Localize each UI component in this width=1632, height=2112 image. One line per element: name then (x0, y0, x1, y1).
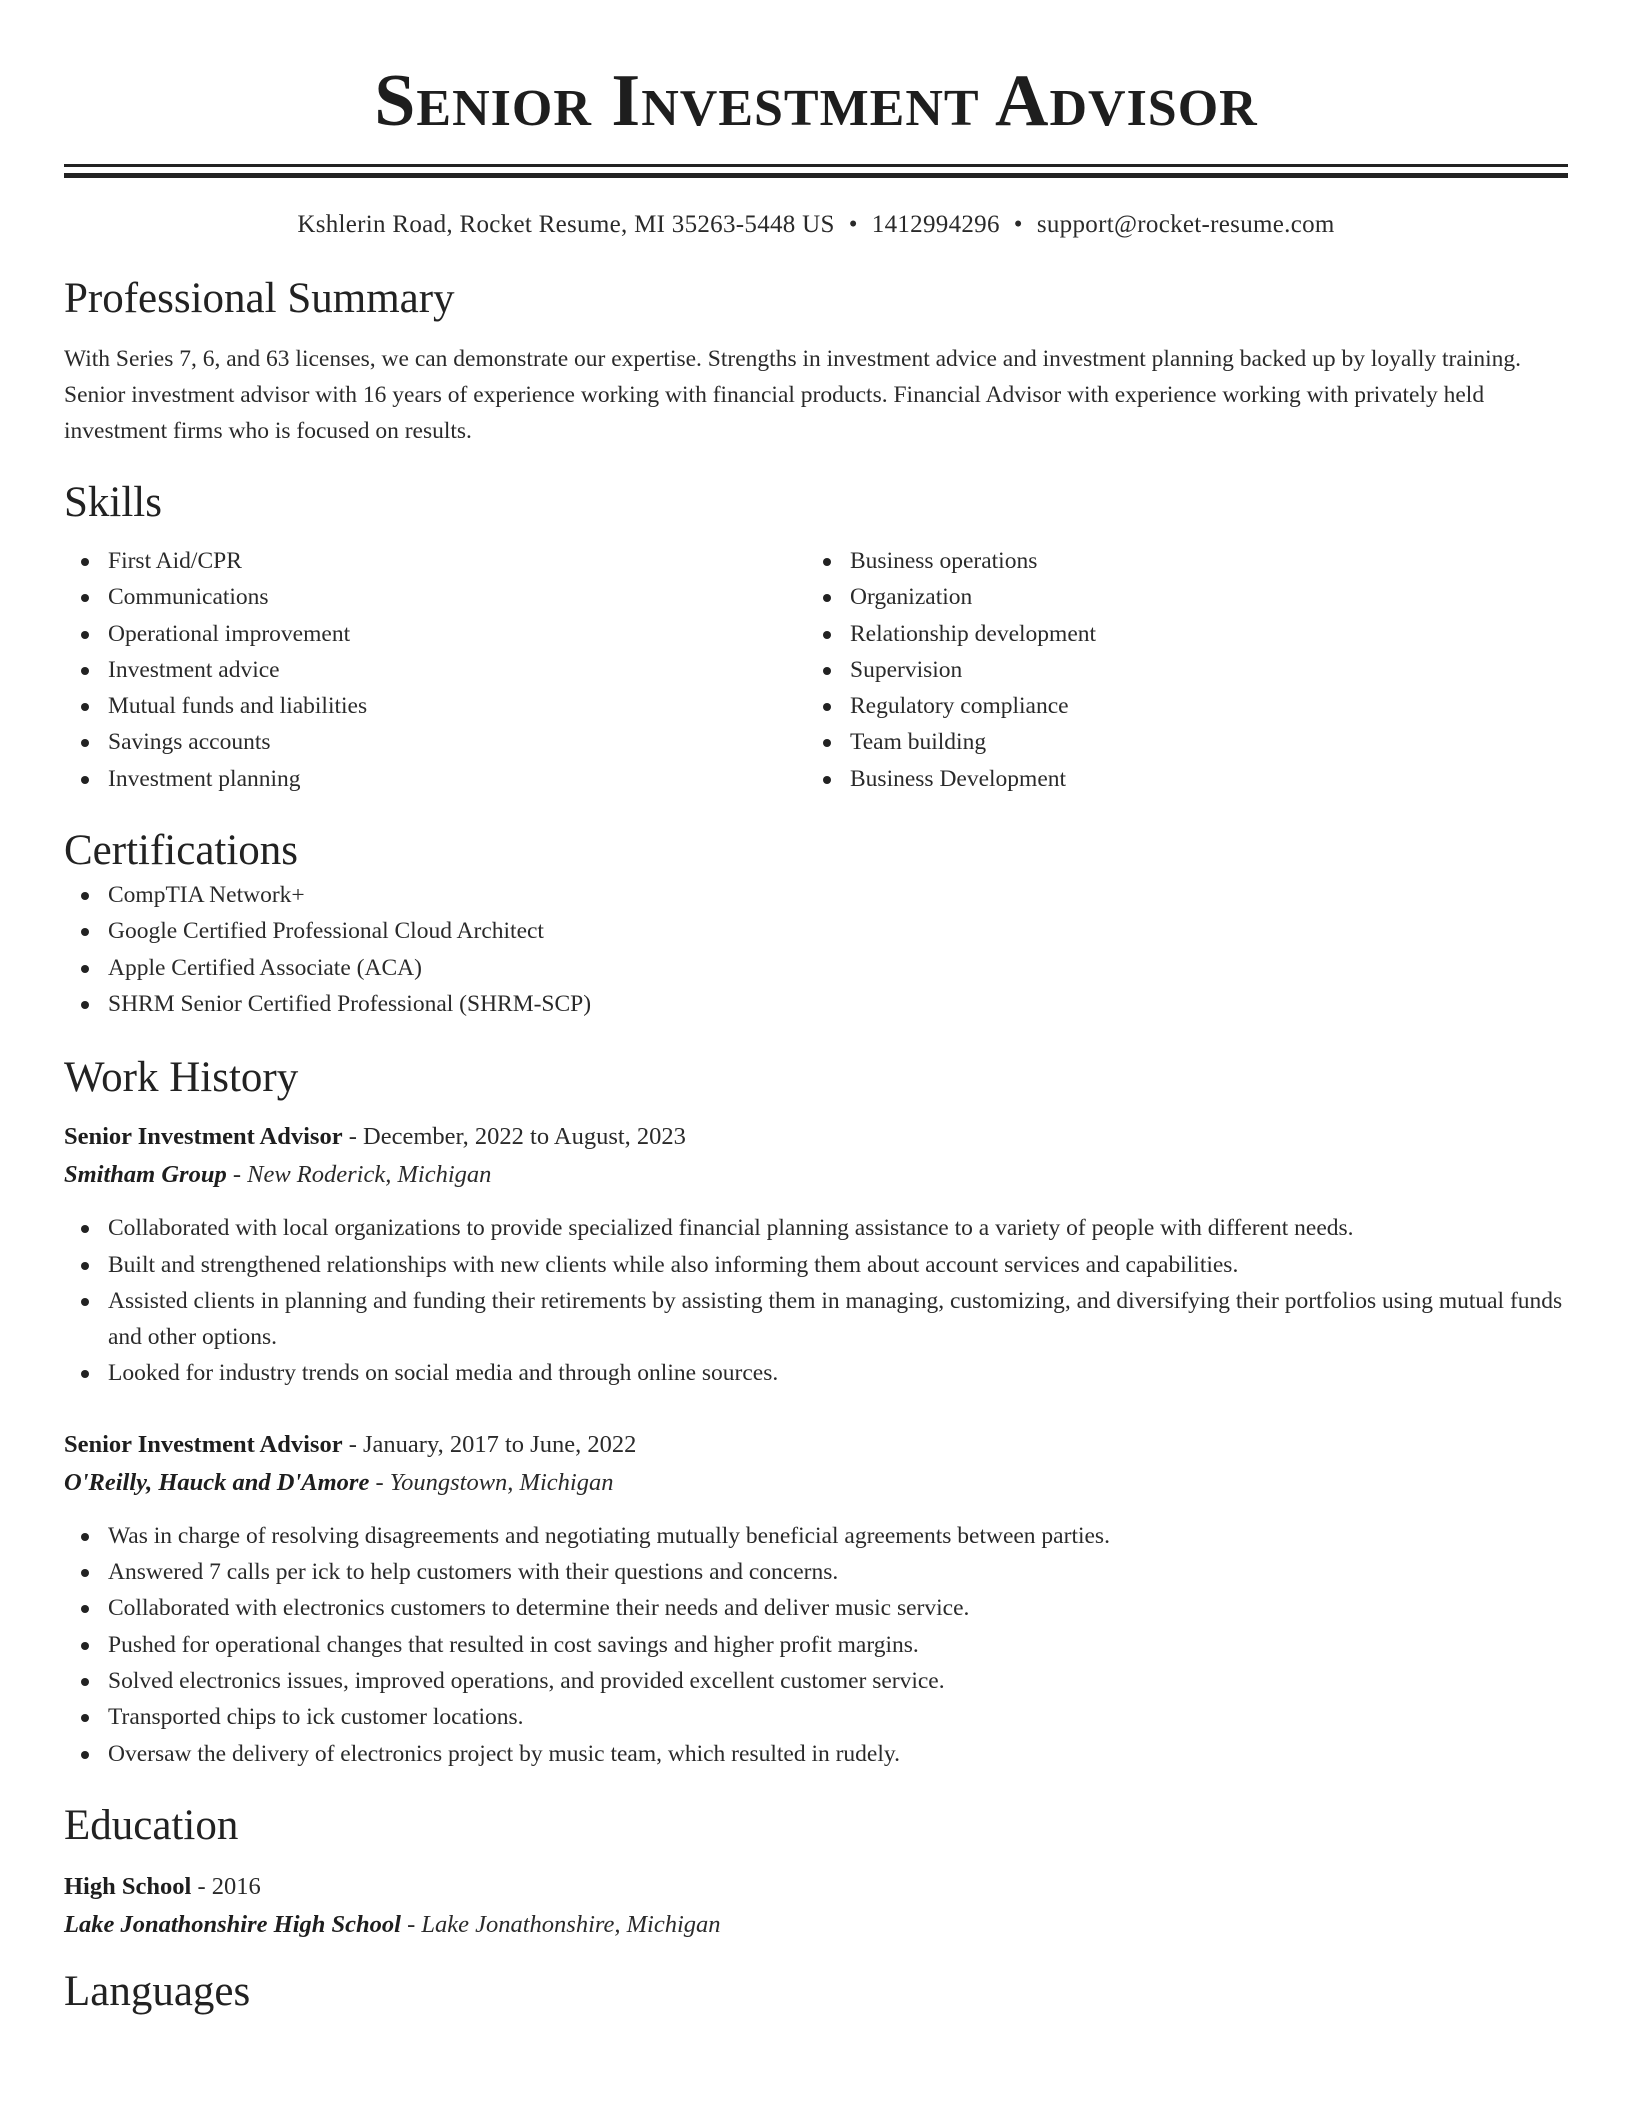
bullet-icon (823, 631, 831, 639)
certification-item (64, 877, 1568, 913)
skill-label: Communications (108, 584, 269, 611)
contact-email: support@rocket-resume.com (1036, 211, 1335, 238)
education-degree-line (64, 1868, 1568, 1906)
section-heading-skills: Skills (64, 479, 162, 526)
education-school-line (64, 1906, 1568, 1944)
job-duty-text: Answered 7 calls per ick to help customers with their questions and concerns. (108, 1559, 839, 1586)
certification-item (64, 950, 1568, 986)
section-heading-education: Education (64, 1801, 239, 1849)
skill-item (64, 579, 806, 615)
skill-label: Regulatory compliance (850, 693, 1069, 720)
bullet-icon (823, 594, 831, 602)
job-title: Senior Investment Advisor (64, 1123, 343, 1151)
skill-label: Organization (850, 584, 973, 611)
skill-item (64, 652, 806, 688)
bullet-icon (81, 1569, 89, 1577)
bullet-icon (81, 1678, 89, 1686)
job-duty-text: Looked for industry trends on social media and through online sources. (108, 1360, 779, 1387)
skill-label: Savings accounts (108, 729, 271, 756)
job-duty-text: Was in charge of resolving disagreements and negotiating mutually beneficial agreements between parties. (108, 1522, 1110, 1549)
education-location: - Lake Jonathonshire, Michigan (400, 1910, 721, 1938)
job-duty-item (64, 1699, 1568, 1735)
skill-item (64, 761, 806, 797)
job-company-line (64, 1156, 1568, 1194)
job-duty-item (64, 1355, 1568, 1391)
skill-label: Business Development (850, 765, 1067, 792)
job-duty-text: Oversaw the delivery of electronics project by music team, which resulted in rudely. (108, 1740, 900, 1767)
skills-list-left (64, 543, 806, 797)
bullet-icon (81, 1262, 89, 1270)
title-rule-thin (64, 164, 1568, 167)
bullet-icon (81, 1225, 89, 1233)
skill-item (64, 724, 806, 760)
contact-line (64, 209, 1568, 241)
contact-phone: 1412994296 (871, 211, 1000, 238)
bullet-icon (823, 739, 831, 747)
bullet-icon (81, 594, 89, 602)
bullet-icon (81, 1370, 89, 1378)
job-duty-item (64, 1554, 1568, 1590)
job-duties-list (64, 1518, 1568, 1772)
job-title-line (64, 1118, 1568, 1156)
contact-separator: • (1013, 211, 1023, 238)
skill-label: Investment advice (108, 656, 280, 683)
job-duty-text: Pushed for operational changes that resulted in cost savings and higher profit margins. (108, 1631, 919, 1658)
skills-list-right (806, 543, 1548, 797)
job-duty-text: Collaborated with local organizations to provide specialized financial planning assistance to a variety of people with different needs. (108, 1215, 1354, 1242)
skill-item (64, 688, 806, 724)
bullet-icon (81, 1714, 89, 1722)
skill-item (806, 724, 1548, 760)
job-duty-text: Solved electronics issues, improved operations, and provided excellent customer service. (108, 1667, 945, 1694)
skill-label: First Aid/CPR (108, 548, 242, 574)
skill-item (806, 652, 1548, 688)
job-duty-text: Built and strengthened relationships with new clients while also informing them about account services and capabilities. (108, 1251, 1239, 1278)
summary-text: With Series 7, 6, and 63 licenses, we can demonstrate our expertise. Strengths in investment advice and investment planning backed up by loyally training. Senior investment advisor with 16 years of experience working with financial products. Financial Advisor with experience working with privately held investment firms who is focused on results. (64, 346, 1521, 444)
bullet-icon (81, 703, 89, 711)
job-title-line (64, 1426, 1568, 1464)
skill-item (806, 543, 1548, 579)
skill-label: Business operations (850, 548, 1038, 574)
skill-item (806, 688, 1548, 724)
bullet-icon (81, 928, 89, 936)
certification-label: Apple Certified Associate (ACA) (108, 954, 422, 981)
section-heading-languages: Languages (64, 1967, 251, 2015)
job-duty-item (64, 1210, 1568, 1246)
job-duty-item (64, 1518, 1568, 1554)
bullet-icon (823, 703, 831, 711)
job-duty-item (64, 1283, 1568, 1356)
contact-separator: • (848, 211, 858, 238)
bullet-icon (81, 965, 89, 973)
certification-label: SHRM Senior Certified Professional (SHRM-SCP) (108, 990, 592, 1017)
section-heading-work-history: Work History (64, 1054, 299, 1102)
job-company: Smitham Group (64, 1161, 227, 1189)
bullet-icon (81, 631, 89, 639)
job-duty-item (64, 1247, 1568, 1283)
job-entry (64, 1118, 1568, 1391)
job-duty-text: Transported chips to ick customer locations. (108, 1704, 524, 1731)
skill-label: Operational improvement (108, 620, 351, 647)
skill-item (64, 616, 806, 652)
skill-label: Mutual funds and liabilities (108, 693, 368, 720)
resume-title: Senior Investment Advisor (374, 60, 1258, 142)
bullet-icon (81, 1298, 89, 1306)
bullet-icon (81, 776, 89, 784)
section-heading-certifications: Certifications (64, 827, 299, 875)
job-duty-text: Assisted clients in planning and funding their retirements by assisting them in managing, customizing, and diversifying their portfolios using mutual funds and other options. (108, 1287, 1563, 1351)
job-duty-item (64, 1736, 1568, 1772)
certification-item (64, 913, 1568, 949)
job-entry (64, 1426, 1568, 1772)
skill-label: Team building (850, 729, 987, 756)
job-dates: - December, 2022 to August, 2023 (342, 1123, 686, 1151)
bullet-icon (823, 667, 831, 675)
job-title: Senior Investment Advisor (64, 1430, 343, 1458)
bullet-icon (81, 667, 89, 675)
certification-label: CompTIA Network+ (108, 882, 305, 909)
job-dates: - January, 2017 to June, 2022 (342, 1430, 637, 1458)
skill-label: Supervision (850, 656, 963, 683)
job-company-line (64, 1464, 1568, 1502)
bullet-icon (823, 558, 831, 566)
skill-item (806, 579, 1548, 615)
title-rule-thick (64, 173, 1568, 178)
skills-columns (64, 543, 1568, 797)
skill-label: Investment planning (108, 765, 301, 792)
section-heading-summary: Professional Summary (64, 275, 455, 322)
certification-label: Google Certified Professional Cloud Architect (108, 918, 544, 945)
job-duty-text: Collaborated with electronics customers to determine their needs and deliver music service. (108, 1595, 970, 1622)
education-entry (64, 1868, 1568, 1944)
job-duty-item (64, 1627, 1568, 1663)
job-duties-list (64, 1210, 1568, 1391)
job-company: O'Reilly, Hauck and D'Amore (64, 1468, 370, 1496)
skill-item (806, 616, 1548, 652)
bullet-icon (81, 558, 89, 566)
bullet-icon (81, 892, 89, 900)
bullet-icon (81, 1605, 89, 1613)
education-school: Lake Jonathonshire High School (64, 1910, 401, 1938)
skill-label: Relationship development (850, 620, 1097, 647)
bullet-icon (81, 1642, 89, 1650)
education-degree: High School (64, 1872, 192, 1900)
bullet-icon (81, 1001, 89, 1009)
job-duty-item (64, 1590, 1568, 1626)
job-duty-item (64, 1663, 1568, 1699)
job-location: - Youngstown, Michigan (369, 1468, 614, 1496)
bullet-icon (823, 776, 831, 784)
bullet-icon (81, 1533, 89, 1541)
bullet-icon (81, 739, 89, 747)
bullet-icon (81, 1751, 89, 1759)
education-year: - 2016 (191, 1872, 261, 1900)
contact-address: Kshlerin Road, Rocket Resume, MI 35263-5448 US (297, 211, 835, 238)
skill-item (806, 761, 1548, 797)
job-location: - New Roderick, Michigan (226, 1161, 492, 1189)
certification-item (64, 986, 1568, 1022)
certifications-list (64, 877, 1568, 1022)
skill-item (64, 543, 806, 579)
